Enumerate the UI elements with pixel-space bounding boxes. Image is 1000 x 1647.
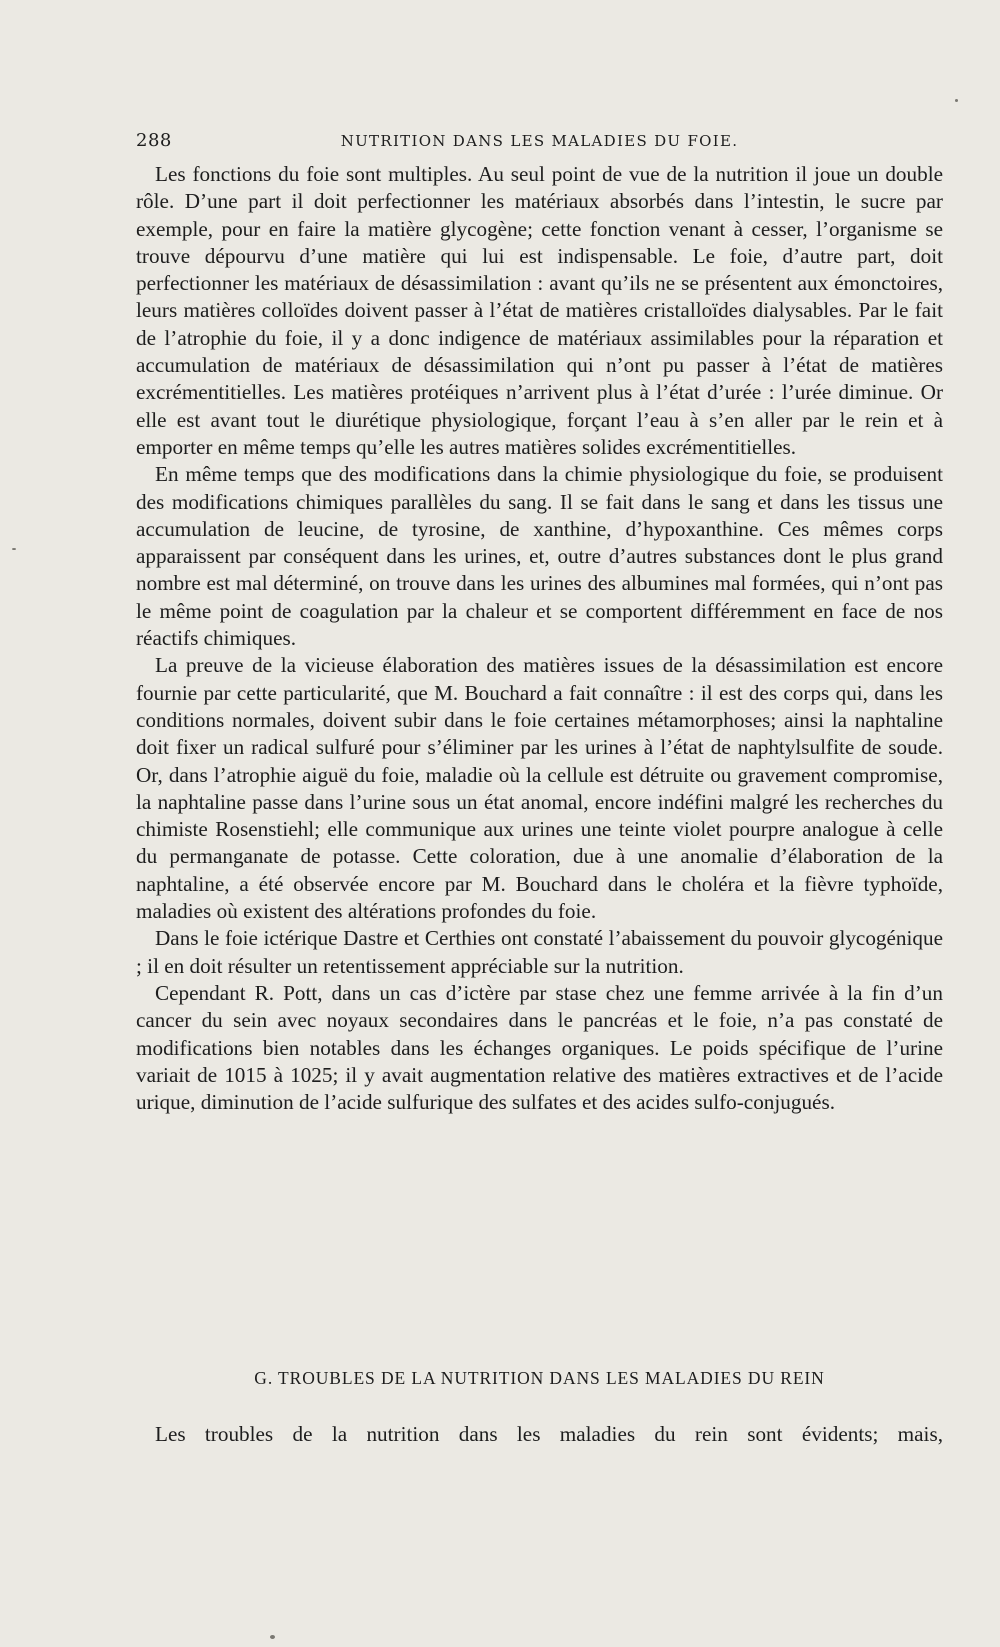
page-number: 288 <box>136 130 172 151</box>
paper-speck <box>12 548 16 550</box>
running-head <box>136 130 943 152</box>
section-heading: G. TROUBLES DE LA NUTRITION DANS LES MALADIES DU REIN <box>254 1368 825 1388</box>
paper-speck <box>270 1635 275 1639</box>
paragraph-pott-case: Cependant R. Pott, dans un cas d’ictère par stase chez une femme arrivée à la fin d’un cancer du sein avec noyaux secondaires dans le pancréas et le foie, n’a pas constaté de modifications bien notables dans les échanges organiques. Le poids spécifique de l’urine variait de 1015 à 1025; il y avait augmentation relative des matières extractives et de l’acide urique, diminution de l’acide sulfurique des sulfates et des acides sulfo-conjugués. <box>136 980 943 1115</box>
paragraph-liver-functions: Les fonctions du foie sont multiples. Au seul point de vue de la nutrition il joue un double rôle. D’une part il doit perfectionner les matériaux absorbés dans l’intestin, le sucre par exemple, pour en faire la matière glycogène; cette fonction venant à cesser, l’organisme se trouve dépourvu d’une matière qui lui est indispensable. Le foie, d’autre part, doit perfectionner les matériaux de désassimilation : avant qu’ils ne se présentent aux émonctoires, leurs matières colloïdes doivent passer à l’état de matières cristalloïdes dialysables. Par le fait de l’atrophie du foie, il y a donc indigence de matériaux assimilables pour la réparation et accumulation de matériaux de désassimilation qui n’ont pu passer à l’état de matières excrémentitielles. Les matières protéiques n’arrivent plus à l’état d’urée : l’urée diminue. Or elle est avant tout le diurétique physiologique, forçant l’eau à s’en aller par le rein et à emporter en même temps qu’elle les autres matières solides excrémentitielles. <box>136 162 943 459</box>
paragraph-icteric-liver: Dans le foie ictérique Dastre et Certhies ont constaté l’abaissement du pouvoir glycogénique ; il en doit résulter un retentissement appréciable sur la nutrition. <box>136 926 943 978</box>
body-text <box>136 161 943 1116</box>
closing-line: Les troubles de la nutrition dans les maladies du rein sont évidents; mais, <box>155 1422 943 1446</box>
paper-speck <box>955 99 958 102</box>
running-title: NUTRITION DANS LES MALADIES DU FOIE. <box>340 132 739 150</box>
paragraph-naphthalene-proof: La preuve de la vicieuse élaboration des matières issues de la désassimilation est encore fournie par cette particularité, que M. Bouchard a fait connaître : il est des corps qui, dans les conditions normales, doivent subir dans le foie certaines métamorphoses; ainsi la naphtaline doit fixer un radical sulfuré pour s’éliminer par les urines à l’état de naphtylsulfite de soude. Or, dans l’atrophie aiguë du foie, maladie où la cellule est détruite ou gravement compromise, la naphtaline passe dans l’urine sous un état anomal, encore indéfini malgré les recherches du chimiste Rosenstiehl; elle communique aux urines une teinte violet pourpre analogue à celle du permanganate de potasse. Cette coloration, due à une anomalie d’élaboration de la naphtaline, a été observée encore par M. Bouchard dans le choléra et la fièvre typhoïde, maladies où existent des altérations profondes du foie. <box>136 653 943 924</box>
paragraph-blood-changes: En même temps que des modifications dans la chimie physiologique du foie, se produisent des modifications chimiques parallèles du sang. Il se fait dans le sang et dans les tissus une accumulation de leucine, de tyrosine, de xanthine, d’hypoxanthine. Ces mêmes corps apparaissent par conséquent dans les urines, et, outre d’autres substances dont le plus grand nombre est mal déterminé, on trouve dans les urines des albumines mal formées, qui n’ont pas le même point de coagulation par la chaleur et se comportent différemment en face de nos réactifs chimiques. <box>136 462 943 651</box>
